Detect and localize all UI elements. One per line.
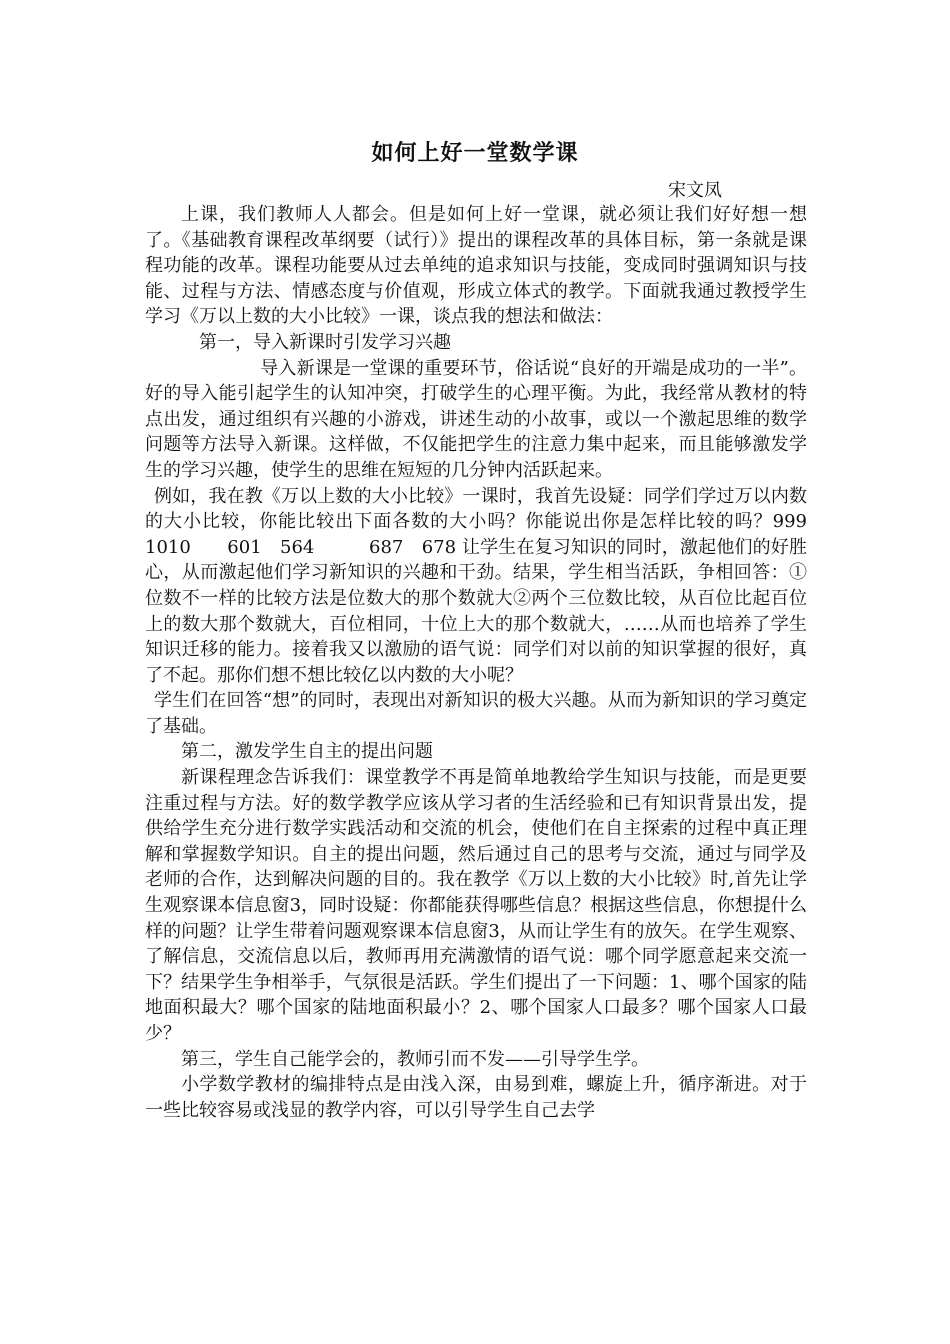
paragraph-intro: 上课，我们教师人人都会。但是如何上好一堂课，就必须让我们好好想一想了。《基础教育课程改革纲要（试行）》提出的课程改革的具体目标，第一条就是课程功能的改革。课程功能要从过去单纯的追求知识与技能，变成同时强调知识与技能、过程与方法、情感态度与价值观，形成立体式的教学。下面就我通过教授学生学习《万以上数的大小比较》一课，谈点我的想法和做法： (145, 204, 807, 328)
paragraph-section-3: 小学数学教材的编排特点是由浅入深，由易到难，螺旋上升，循序渐进。对于一些比较容易或浅显的教学内容，可以引导学生自己去学 (145, 1074, 807, 1121)
document-author: 宋文凤 (668, 180, 722, 201)
section-heading-3: 第三，学生自己能学会的，教师引而不发——引导学生学。 (181, 1048, 649, 1070)
document-title: 如何上好一堂数学课 (371, 140, 579, 166)
section-heading-2: 第二，激发学生自主的提出问题 (181, 741, 433, 763)
paragraph-section-2: 新课程理念告诉我们：课堂教学不再是简单地教给学生知识与技能，而是更要注重过程与方法。好的数学教学应该从学习者的生活经验和已有知识背景出发，提供给学生充分进行数学实践活动和交流的机会，使他们在自主探索的过程中真正理解和掌握数学知识。自主的提出问题，然后通过自己的思考与交流，通过与同学及老师的合作，达到解决问题的目的。我在教学《万以上数的大小比较》时,首先让学生观察课本信息窗3，同时设疑：你都能获得哪些信息？根据这些信息，你想提什么样的问题？让学生带着问题观察课本信息窗3，从而让学生有的放矢。在学生观察、了解信息，交流信息以后，教师再用充满激情的语气说：哪个同学愿意起来交流一下？结果学生争相举手，气氛很是活跃。学生们提出了一下问题：1、哪个国家的陆地面积最大？哪个国家的陆地面积最小？2、哪个国家人口最多？哪个国家人口最少？ (145, 767, 807, 1044)
document-body (145, 202, 825, 1123)
section-heading-1: 第一，导入新课时引发学习兴趣 (199, 331, 451, 353)
paragraph-result: 学生们在回答“想”的同时，表现出对新知识的极大兴趣。从而为新知识的学习奠定了基础。 (145, 690, 807, 737)
paragraph-example: 例如，我在教《万以上数的大小比较》一课时，我首先设疑：同学们学过万以内数的大小比较，你能比较出下面各数的大小吗？你能说出你是怎样比较的吗？999 1010 601 564 687 678 让学生在复习知识的同时，激起他们的好胜心，从而激起他们学习新知识的兴趣和干劲。结果，学生相当活跃，争相回答：①位数不一样的比较方法是位数大的那个数就大②两个三位数比较，从百位比起百位上的数大那个数就大，百位相同，十位上大的那个数就大，……从而也培养了学生知识迁移的能力。接着我又以激励的语气说：同学们对以前的知识掌握的很好，真了不起。那你们想不想比较亿以内数的大小呢？ (145, 485, 825, 686)
paragraph-section-1: 导入新课是一堂课的重要环节，俗话说“良好的开端是成功的一半”。好的导入能引起学生的认知冲突，打破学生的心理平衡。为此，我经常从教材的特点出发，通过组织有兴趣的小游戏，讲述生动的小故事，或以一个激起思维的数学问题等方法导入新课。这样做，不仅能把学生的注意力集中起来，而且能够激发学生的学习兴趣，使学生的思维在短短的几分钟内活跃起来。 (145, 357, 807, 481)
